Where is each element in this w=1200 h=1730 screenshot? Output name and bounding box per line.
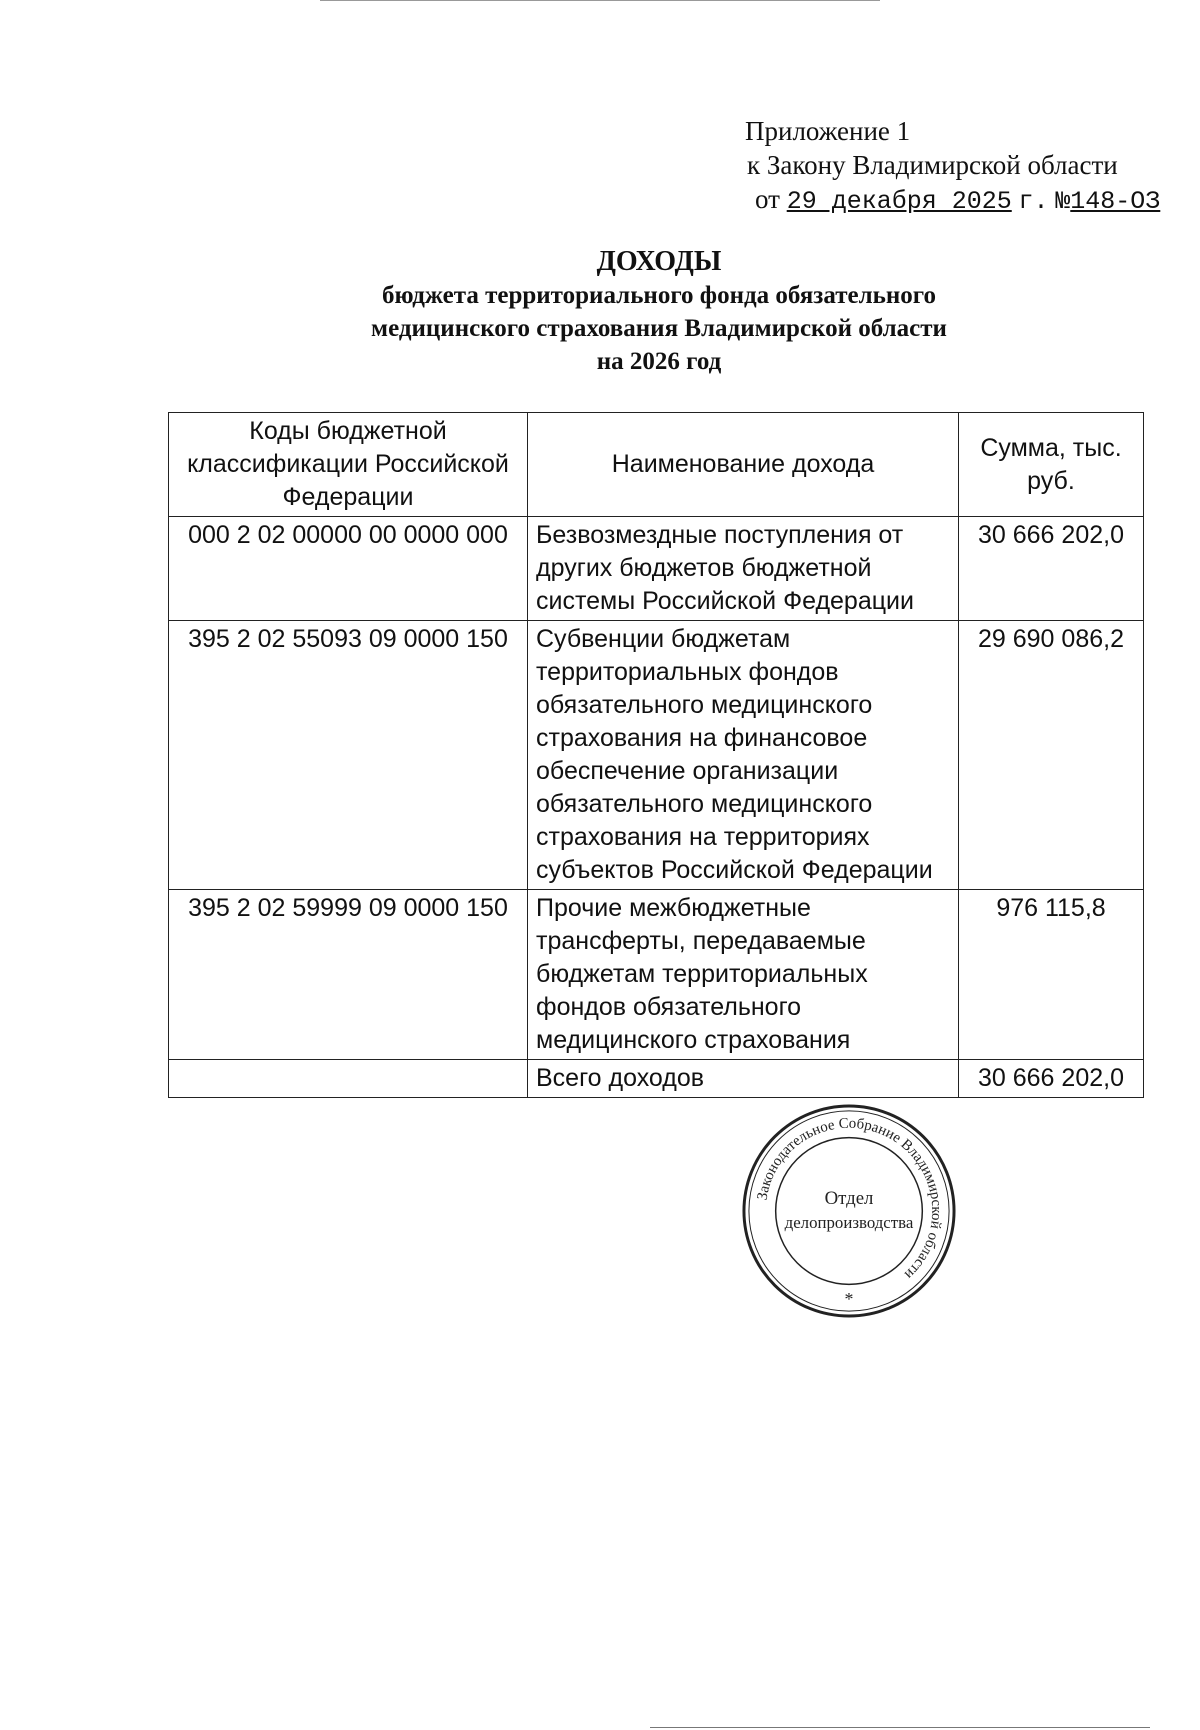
income-table (168, 412, 1144, 1098)
document-title (0, 245, 1200, 378)
annex-date-line (743, 182, 1160, 219)
table-row (169, 517, 1144, 621)
header-name: Наименование дохода (528, 413, 959, 517)
title-line-3: медицинского страхования Владимирской области (371, 315, 947, 342)
table-row (169, 621, 1144, 890)
total-code (169, 1060, 528, 1098)
row-code: 000 2 02 00000 00 0000 000 (169, 517, 528, 621)
row-sum: 976 115,8 (959, 890, 1144, 1060)
row-code: 395 2 02 59999 09 0000 150 (169, 890, 528, 1060)
number-value: 148-ОЗ (1070, 187, 1161, 216)
annex-law-reference: к Закону Владимирской области (747, 150, 1118, 180)
number-prefix: № (1055, 187, 1071, 216)
seal-center-line-2: делопроизводства (784, 1212, 914, 1232)
date-prefix: от (755, 184, 780, 214)
year-suffix: г. (1018, 187, 1049, 216)
seal-outer-ring-inner (749, 1111, 949, 1311)
row-code: 395 2 02 55093 09 0000 150 (169, 621, 528, 890)
bottom-rule (650, 1727, 1150, 1728)
official-seal (740, 1102, 958, 1320)
total-sum: 30 666 202,0 (959, 1060, 1144, 1098)
seal-graphic (740, 1102, 958, 1320)
row-name: Безвозмездные поступления от других бюджетов бюджетной системы Российской Федерации (528, 517, 959, 621)
row-sum: 29 690 086,2 (959, 621, 1144, 890)
row-name: Прочие межбюджетные трансферты, передаваемые бюджетам территориальных фондов обязательного медицинского страхования (528, 890, 959, 1060)
title-main: ДОХОДЫ (596, 246, 722, 277)
row-sum: 30 666 202,0 (959, 517, 1144, 621)
title-line-4: на 2026 год (596, 348, 722, 375)
annex-title: Приложение 1 (745, 116, 911, 146)
total-row (169, 1060, 1144, 1098)
total-label: Всего доходов (528, 1060, 959, 1098)
title-line-2: бюджета территориального фонда обязательного (382, 282, 936, 309)
seal-star-icon: * (844, 1289, 854, 1310)
date-value: 29 декабря 2025 (786, 187, 1012, 216)
seal-inner-ring (776, 1138, 923, 1285)
seal-center-line-1: Отдел (824, 1188, 874, 1210)
header-sum: Сумма, тыс. руб. (959, 413, 1144, 517)
annex-header (743, 114, 1160, 219)
table-header-row (169, 413, 1144, 517)
header-code: Коды бюджетной классификации Российской Федерации (169, 413, 528, 517)
seal-ring-text: Законодательное Собрание Владимирской области (754, 1115, 945, 1283)
row-name: Субвенции бюджетам территориальных фондов обязательного медицинского страхования на финансовое обеспечение организации обязательного медицинского страхования на территориях субъектов Российской Федерации (528, 621, 959, 890)
table-row (169, 890, 1144, 1060)
top-rule (320, 0, 880, 1)
